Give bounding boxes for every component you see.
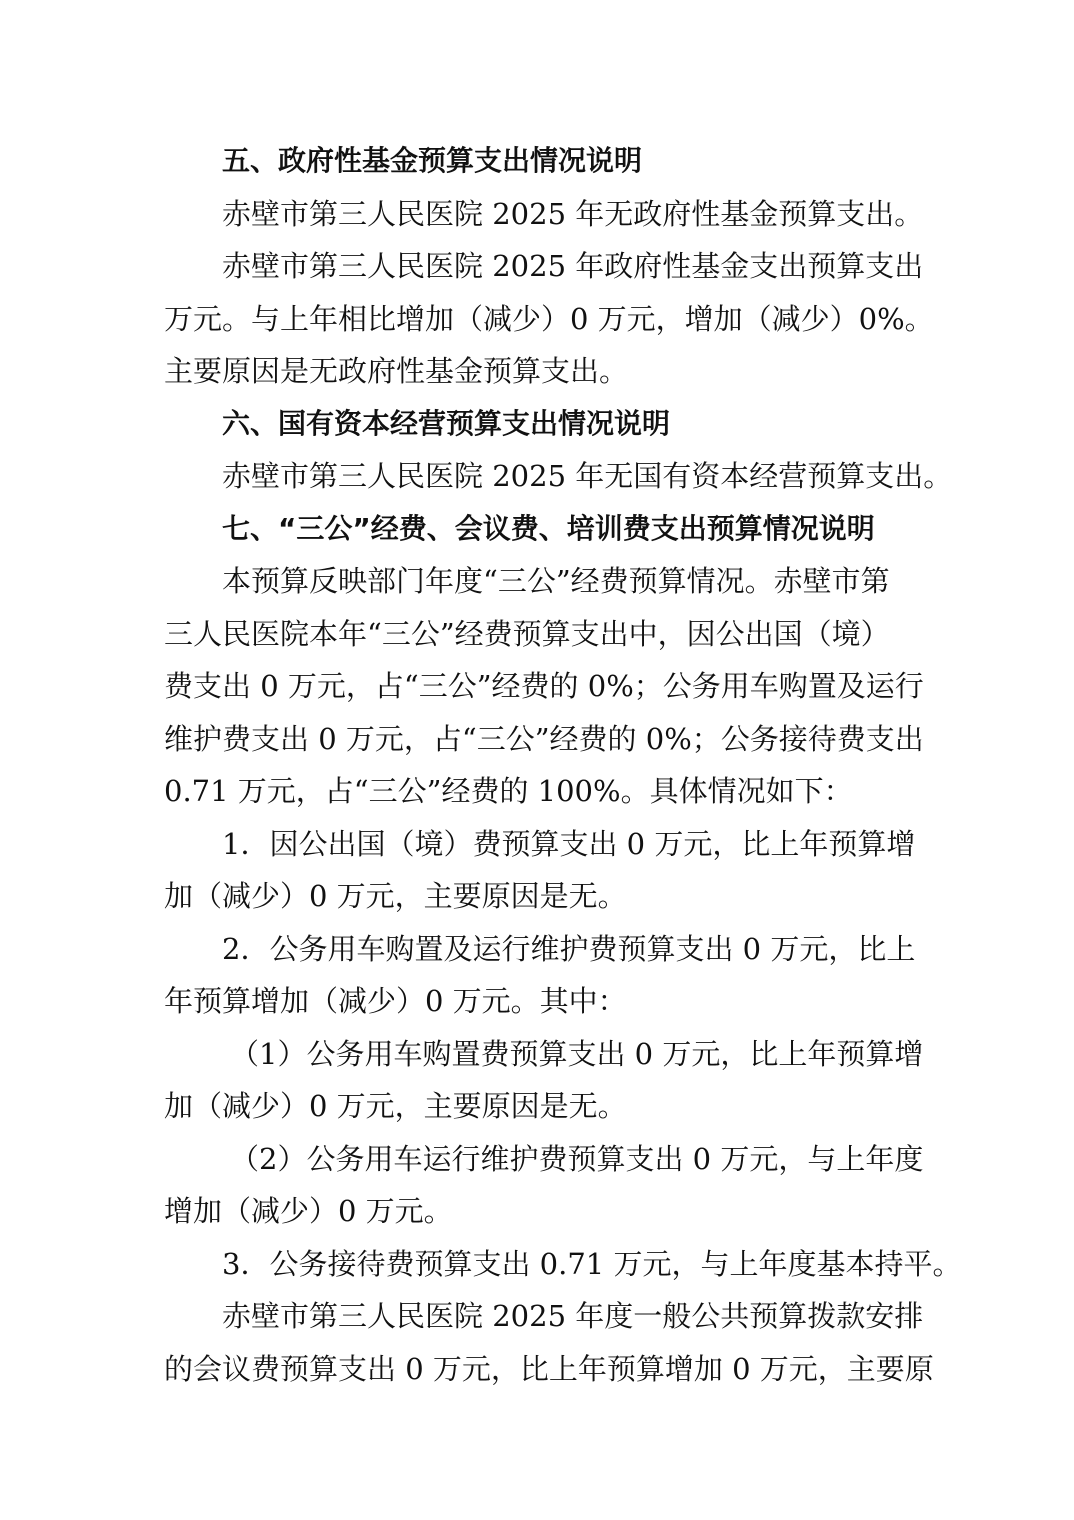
paragraph-line: 增加（减少）0 万元。	[164, 1194, 453, 1228]
paragraph-line: 的会议费预算支出 0 万元，比上年预算增加 0 万元，主要原	[164, 1351, 934, 1386]
sub-item-1: （1）公务用车购置费预算支出 0 万元，比上年预算增	[230, 1036, 924, 1071]
paragraph-line: 赤壁市第三人民医院 2025 年无政府性基金预算支出。	[222, 196, 924, 231]
list-item-1: 1．因公出国（境）费预算支出 0 万元，比上年预算增	[222, 826, 916, 861]
paragraph-line: 赤壁市第三人民医院 2025 年无国有资本经营预算支出。	[222, 459, 953, 493]
section-heading-5: 五、政府性基金预算支出情况说明	[222, 144, 643, 177]
paragraph-line: 万元。与上年相比增加（减少）0 万元，增加（减少）0%。	[164, 301, 934, 336]
paragraph-line: 三人民医院本年“三公”经费预算支出中，因公出国（境）	[164, 616, 890, 651]
section-heading-6: 六、国有资本经营预算支出情况说明	[222, 406, 671, 440]
paragraph-line: 年预算增加（减少）0 万元。其中：	[164, 984, 627, 1018]
sub-item-2: （2）公务用车运行维护费预算支出 0 万元，与上年度	[230, 1141, 924, 1176]
paragraph-line: 维护费支出 0 万元，占“三公”经费的 0%；公务接待费支出	[164, 721, 924, 756]
paragraph-line: 加（减少）0 万元，主要原因是无。	[164, 879, 627, 913]
list-item-3: 3．公务接待费预算支出 0.71 万元，与上年度基本持平。	[222, 1246, 962, 1281]
paragraph-line: 赤壁市第三人民医院 2025 年政府性基金支出预算支出	[222, 249, 924, 283]
paragraph-line: 0.71 万元，占“三公”经费的 100%。具体情况如下：	[164, 774, 853, 808]
paragraph-line: 赤壁市第三人民医院 2025 年度一般公共预算拨款安排	[222, 1299, 924, 1333]
paragraph-line: 本预算反映部门年度“三公”经费预算情况。赤壁市第	[222, 564, 890, 598]
paragraph-line: 加（减少）0 万元，主要原因是无。	[164, 1089, 627, 1123]
paragraph-line: 主要原因是无政府性基金预算支出。	[164, 354, 629, 388]
paragraph-line: 费支出 0 万元，占“三公”经费的 0%；公务用车购置及运行	[164, 669, 924, 703]
list-item-2: 2．公务用车购置及运行维护费预算支出 0 万元，比上	[222, 931, 916, 966]
section-heading-7: 七、“三公”经费、会议费、培训费支出预算情况说明	[222, 511, 875, 545]
